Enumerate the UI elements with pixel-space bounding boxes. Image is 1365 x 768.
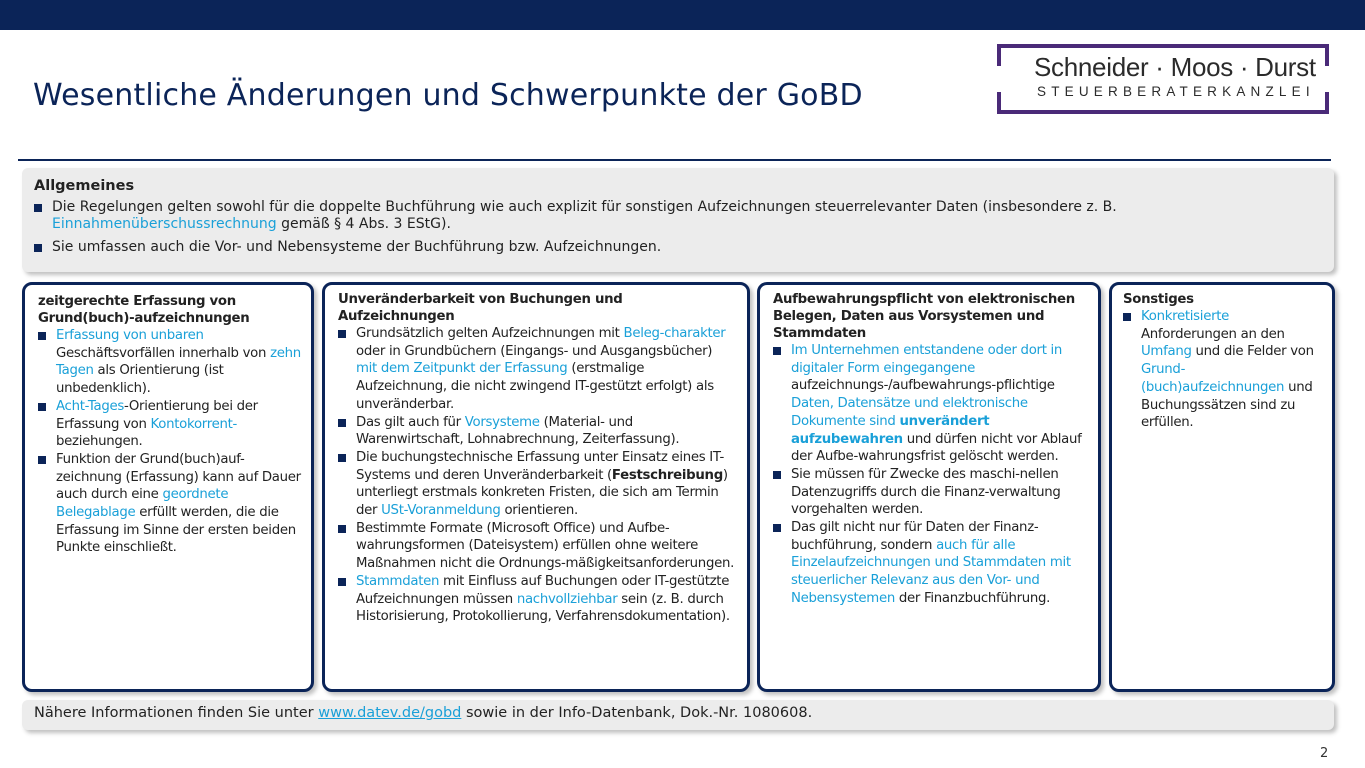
list-item: Sie müssen für Zwecke des maschi-nellen Datenzugriffs durch die Finanz-verwaltung vorgehalten werden. bbox=[773, 466, 1088, 519]
info-bar: Nähere Informationen finden Sie unter www.datev.de/gobd sowie in der Info-Datenbank, Dok.-Nr. 1080608. bbox=[22, 700, 1334, 730]
card-zeitgerechte-erfassung bbox=[22, 282, 314, 692]
list-item: Konkretisierte Anforderungen an den Umfang und die Felder von Grund-(buch)aufzeichnungen und Buchungssätzen sind zu erfüllen. bbox=[1123, 308, 1324, 432]
bullet-square-icon bbox=[34, 204, 42, 212]
logo-subtitle: STEUERBERATERKANZLEI bbox=[1037, 84, 1315, 99]
card-unveraenderbarkeit bbox=[322, 282, 750, 692]
card-sonstiges bbox=[1109, 282, 1335, 692]
bullet-square-icon bbox=[338, 454, 346, 462]
list-item: Funktion der Grund(buch)auf-zeichnung (Erfassung) kann auf Dauer auch durch eine geordnete Belegablage erfüllt werden, die die Erfassung im Sinne der ersten beiden Punkte einschließt. bbox=[38, 451, 301, 557]
list-item: Stammdaten mit Einfluss auf Buchungen oder IT-gestützte Aufzeichnungen müssen nachvollziehbar sein (z. B. durch Historisierung, Protokollierung, Verfahrensdokumentation). bbox=[338, 573, 737, 626]
datev-gobd-link[interactable]: www.datev.de/gobd bbox=[318, 705, 462, 721]
bullet-square-icon bbox=[1123, 313, 1131, 321]
bullet-square-icon bbox=[338, 419, 346, 427]
header-divider bbox=[18, 159, 1331, 161]
bullet-square-icon bbox=[338, 578, 346, 586]
bullet-square-icon bbox=[773, 524, 781, 532]
slide-title: Wesentliche Änderungen und Schwerpunkte der GoBD bbox=[33, 78, 863, 113]
allgemeines-heading: Allgemeines bbox=[34, 178, 135, 194]
allgemeines-panel bbox=[22, 168, 1334, 272]
list-item: Sie umfassen auch die Vor- und Nebensysteme der Buchführung bzw. Aufzeichnungen. bbox=[34, 239, 1320, 256]
list-item: Bestimmte Formate (Microsoft Office) und Aufbe-wahrungsformen (Dateisystem) erfüllen ohne weitere Maßnahmen nicht die Ordnungs-mäßigkeitsanforderungen. bbox=[338, 520, 737, 573]
bullet-square-icon bbox=[338, 525, 346, 533]
bullet-square-icon bbox=[338, 330, 346, 338]
card-heading: Aufbewahrungspflicht von elektronischen Belegen, Daten aus Vorsystemen und Stammdaten bbox=[773, 292, 1075, 341]
bullet-square-icon bbox=[38, 332, 46, 340]
list-item: Die buchungstechnische Erfassung unter Einsatz eines IT-Systems und deren Unveränderbarkeit (Festschreibung) unterliegt erstmals konkreten Fristen, die sich am Termin der USt-Voranmeldung orientieren. bbox=[338, 449, 737, 520]
list-item: Grundsätzlich gelten Aufzeichnungen mit Beleg-charakter oder in Grundbüchern (Eingangs- und Ausgangsbücher) mit dem Zeitpunkt der Erfassung (erstmalige Aufzeichnung, die nicht zwingend IT-gestützt erfolgt) als unveränderbar. bbox=[338, 325, 737, 414]
card-aufbewahrungspflicht bbox=[757, 282, 1101, 692]
list-item: Die Regelungen gelten sowohl für die doppelte Buchführung wie auch explizit für sonstigen Aufzeichnungen steuerrelevanter Daten (insbesondere z. B. Einnahmenüberschussrechnung gemäß § 4 Abs. 3 EStG). bbox=[34, 199, 1320, 233]
bullet-square-icon bbox=[773, 471, 781, 479]
bullet-square-icon bbox=[38, 456, 46, 464]
list-item: Acht-Tages-Orientierung bei der Erfassung von Kontokorrent- beziehungen. bbox=[38, 398, 301, 451]
list-item: Im Unternehmen entstandene oder dort in digitaler Form eingegangene aufzeichnungs-/aufbewahrungs-pflichtige Daten, Datensätze und elektronische Dokumente sind unverändert aufzubewahren und dürfen nicht vor Ablauf der Aufbe-wahrungsfrist gelöscht werden. bbox=[773, 342, 1088, 466]
bullet-square-icon bbox=[34, 244, 42, 252]
bullet-square-icon bbox=[38, 403, 46, 411]
card-heading: zeitgerechte Erfassung von Grund(buch)-aufzeichnungen bbox=[38, 294, 250, 326]
list-item: Das gilt nicht nur für Daten der Finanz-buchführung, sondern auch für alle Einzelaufzeichnungen und Stammdaten mit steuerlicher Relevanz aus den Vor- und Nebensystemen der Finanzbuchführung. bbox=[773, 519, 1088, 608]
card-heading: Sonstiges bbox=[1123, 292, 1194, 307]
card-heading: Unveränderbarkeit von Buchungen und Aufzeichnungen bbox=[338, 292, 623, 324]
list-item: Das gilt auch für Vorsysteme (Material- und Warenwirtschaft, Lohnabrechnung, Zeiterfassung). bbox=[338, 414, 737, 449]
list-item: Erfassung von unbaren Geschäftsvorfällen innerhalb von zehn Tagen als Orientierung (ist unbedenklich). bbox=[38, 327, 301, 398]
bullet-square-icon bbox=[773, 347, 781, 355]
top-bar bbox=[0, 0, 1365, 30]
logo-name: Schneider · Moos · Durst bbox=[1034, 52, 1316, 82]
page-number: 2 bbox=[1320, 746, 1329, 761]
